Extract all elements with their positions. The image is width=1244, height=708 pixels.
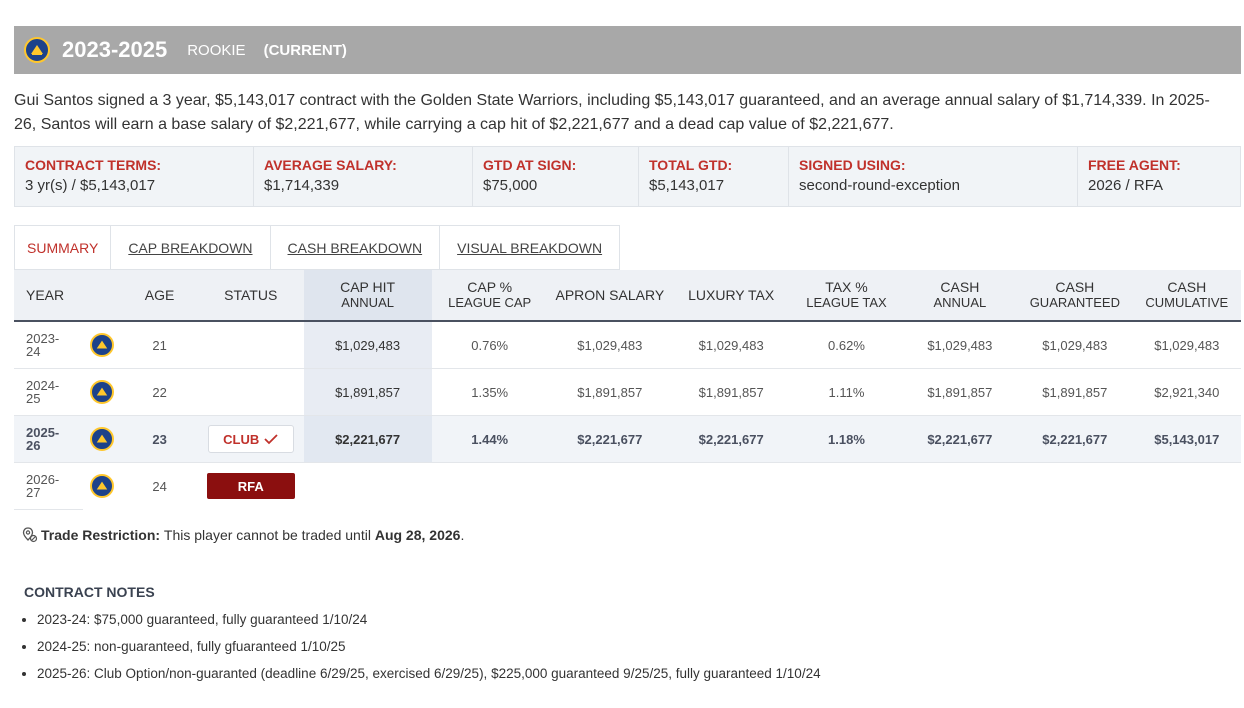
- empty-cell: [790, 463, 902, 510]
- table-header-row: [14, 270, 1241, 321]
- status-cell: [198, 463, 304, 510]
- trade-restriction-icon: [22, 527, 38, 543]
- empty-cell: [304, 463, 432, 510]
- header-cap-hit-line2: ANNUAL: [341, 295, 394, 310]
- trade-restriction: [22, 527, 464, 543]
- list-item: • 2025-26: Club Option/non-guaranted (deadline 6/29/25, exercised 6/29/25), $225,000 guaranteed 9/25/25, fully guaranteed 1/10/24: [37, 655, 821, 682]
- age-cell: 23: [121, 416, 198, 463]
- age-cell: 21: [121, 321, 198, 369]
- empty-cell: [1133, 463, 1241, 510]
- year-cell: [14, 416, 83, 463]
- term-contract-terms: [15, 147, 254, 206]
- status-cell: [198, 369, 304, 416]
- term-value: 3 yr(s) / $5,143,017: [25, 177, 156, 194]
- trade-restriction-label: Trade Restriction:: [41, 527, 161, 543]
- year-line1: 2024-: [26, 378, 60, 393]
- trade-restriction-period: .: [460, 527, 465, 543]
- table-row: [14, 463, 1241, 510]
- contract-terms-box: [14, 146, 1241, 207]
- header-cap-pct-line2: LEAGUE CAP: [448, 295, 532, 310]
- table-row: [14, 321, 1241, 369]
- cash-annual-cell: $2,221,677: [903, 416, 1018, 463]
- term-value: $75,000: [483, 177, 538, 194]
- table-row: [14, 369, 1241, 416]
- header-apron[interactable]: APRON SALARY: [548, 270, 672, 321]
- term-label: FREE AGENT:: [1088, 157, 1181, 173]
- warriors-logo-icon: [90, 427, 114, 451]
- warriors-logo-icon: [90, 474, 114, 498]
- header-tax-pct[interactable]: [790, 270, 902, 321]
- year-line2: 25: [26, 391, 41, 406]
- cap-hit-cell: $2,221,677: [304, 416, 432, 463]
- header-tax-pct-line2: LEAGUE TAX: [806, 295, 887, 310]
- cash-guaranteed-cell: $1,891,857: [1017, 369, 1132, 416]
- tab-summary[interactable]: SUMMARY: [15, 226, 111, 269]
- term-signed-using: [789, 147, 1078, 206]
- warriors-logo-icon: [90, 333, 114, 357]
- empty-cell: [432, 463, 548, 510]
- cap-pct-cell: 0.76%: [432, 321, 548, 369]
- tab-cap-breakdown[interactable]: CAP BREAKDOWN: [111, 226, 270, 269]
- cap-pct-cell: 1.44%: [432, 416, 548, 463]
- header-status[interactable]: STATUS: [198, 270, 304, 321]
- cap-pct-cell: 1.35%: [432, 369, 548, 416]
- term-label: CONTRACT TERMS:: [25, 157, 162, 173]
- current-label: (CURRENT): [263, 41, 347, 59]
- tab-cash-breakdown[interactable]: CASH BREAKDOWN: [271, 226, 441, 269]
- term-label: TOTAL GTD:: [649, 157, 733, 173]
- status-cell: [198, 321, 304, 369]
- apron-cell: $1,029,483: [548, 321, 672, 369]
- term-total-gtd: [639, 147, 789, 206]
- salary-table: [14, 270, 1241, 510]
- empty-cell: [1017, 463, 1132, 510]
- contract-years: 2023-2025: [62, 37, 168, 62]
- cap-hit-cell: $1,891,857: [304, 369, 432, 416]
- cash-cumulative-cell: $5,143,017: [1133, 416, 1241, 463]
- term-label: AVERAGE SALARY:: [264, 157, 397, 173]
- list-item: • 2024-25: non-guaranteed, fully gfuaranteed 1/10/25: [37, 628, 821, 655]
- contract-notes-list: [10, 601, 821, 682]
- tab-visual-breakdown[interactable]: VISUAL BREAKDOWN: [457, 239, 603, 256]
- term-value: 2026 / RFA: [1088, 177, 1164, 194]
- tax-pct-cell: 0.62%: [790, 321, 902, 369]
- trade-restriction-text: This player cannot be traded until: [163, 527, 371, 543]
- tax-pct-cell: 1.11%: [790, 369, 902, 416]
- age-cell: 24: [152, 478, 167, 494]
- header-cash-annual-line2: ANNUAL: [933, 295, 987, 310]
- breakdown-tabs: [14, 225, 620, 270]
- logo-cell: [83, 369, 121, 416]
- contract-notes-title: CONTRACT NOTES: [24, 584, 155, 600]
- rfa-badge[interactable]: RFA: [207, 473, 295, 499]
- header-cap-hit[interactable]: [304, 270, 432, 321]
- empty-cell: [548, 463, 672, 510]
- tax-pct-cell: 1.18%: [790, 416, 902, 463]
- contract-header: [14, 26, 1241, 74]
- cash-cumulative-cell: $1,029,483: [1133, 321, 1241, 369]
- term-average-salary: [254, 147, 473, 206]
- term-value: $5,143,017: [649, 177, 725, 194]
- term-value: $1,714,339: [264, 177, 340, 194]
- header-cash-annual-line1: CASH: [940, 279, 980, 295]
- cash-guaranteed-cell: $2,221,677: [1017, 416, 1132, 463]
- warriors-logo-icon: [90, 380, 114, 404]
- term-value: second-round-exception: [799, 177, 960, 194]
- header-year[interactable]: YEAR: [14, 270, 83, 321]
- year-cell: [14, 463, 83, 510]
- year-line1: 2026-: [26, 472, 60, 487]
- term-label: GTD AT SIGN:: [483, 157, 577, 173]
- empty-cell: [672, 463, 790, 510]
- header-cash-guaranteed[interactable]: [1017, 270, 1132, 321]
- age-cell: 22: [121, 369, 198, 416]
- club-option-label: CLUB: [223, 431, 260, 447]
- cash-annual-cell: $1,029,483: [903, 321, 1018, 369]
- header-cash-cumulative[interactable]: [1133, 270, 1241, 321]
- year-cell: [14, 321, 83, 369]
- status-cell: [198, 416, 304, 463]
- header-luxury[interactable]: LUXURY TAX: [672, 270, 790, 321]
- club-option-badge[interactable]: [208, 425, 294, 453]
- trade-restriction-date: Aug 28, 2026: [374, 527, 461, 543]
- year-cell: [14, 369, 83, 416]
- contract-type: ROOKIE: [187, 41, 246, 59]
- cash-cumulative-cell: $2,921,340: [1133, 369, 1241, 416]
- header-cash-guaranteed-line2: GUARANTEED: [1029, 295, 1120, 310]
- list-item: • 2023-24: $75,000 guaranteed, fully guaranteed 1/10/24: [37, 601, 821, 628]
- term-free-agent: [1078, 147, 1240, 206]
- contract-summary: Gui Santos signed a 3 year, $5,143,017 contract with the Golden State Warriors, including $5,143,017 guaranteed, and an average annual salary of $1,714,339. In 2025-26, Santos will earn a base salary of $2,221,677, while carrying a cap hit of $2,221,677 and a dead cap value of $2,221,677.: [14, 92, 1210, 133]
- logo-cell: [83, 321, 121, 369]
- year-line2: 24: [26, 344, 41, 359]
- header-cash-cumulative-line2: CUMULATIVE: [1145, 295, 1229, 310]
- apron-cell: $1,891,857: [548, 369, 672, 416]
- table-row-current: [14, 416, 1241, 463]
- term-label: SIGNED USING:: [799, 157, 906, 173]
- cash-guaranteed-cell: $1,029,483: [1017, 321, 1132, 369]
- check-icon: [264, 433, 278, 445]
- apron-cell: $2,221,677: [548, 416, 672, 463]
- year-line2: 26: [26, 438, 41, 453]
- header-cap-pct[interactable]: [432, 270, 548, 321]
- luxury-cell: $1,029,483: [672, 321, 790, 369]
- warriors-logo-icon: [24, 37, 50, 63]
- year-line2: 27: [26, 485, 41, 500]
- luxury-cell: $2,221,677: [672, 416, 790, 463]
- header-tax-pct-line1: TAX %: [825, 279, 868, 295]
- header-cap-pct-line1: CAP %: [467, 279, 513, 295]
- header-age[interactable]: AGE: [121, 270, 198, 321]
- cap-hit-cell: $1,029,483: [304, 321, 432, 369]
- header-logo: [83, 270, 121, 321]
- header-cash-guaranteed-line1: CASH: [1055, 279, 1095, 295]
- term-gtd-at-sign: [473, 147, 639, 206]
- header-cash-cumulative-line1: CASH: [1167, 279, 1207, 295]
- logo-cell: [83, 463, 121, 510]
- empty-cell: [903, 463, 1018, 510]
- header-cash-annual[interactable]: [903, 270, 1018, 321]
- logo-cell: [83, 416, 121, 463]
- header-cap-hit-line1: CAP HIT: [340, 279, 396, 295]
- year-line1: 2023-: [26, 331, 60, 346]
- luxury-cell: $1,891,857: [672, 369, 790, 416]
- year-line1: 2025-: [26, 425, 60, 440]
- cash-annual-cell: $1,891,857: [903, 369, 1018, 416]
